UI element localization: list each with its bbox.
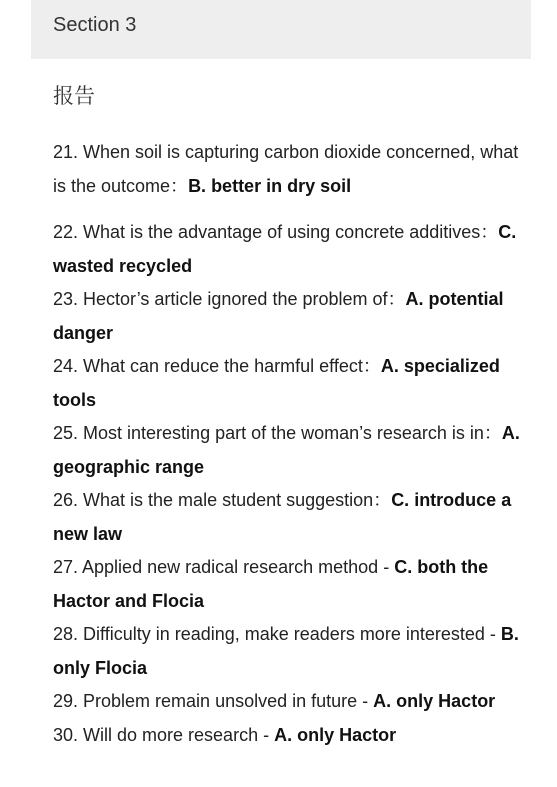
list-item-27 xyxy=(53,551,523,618)
list-item-21 xyxy=(53,136,523,203)
section-title: Section 3 xyxy=(53,14,137,36)
section-header xyxy=(31,0,531,59)
answer-text: C. both the Hactor and Flocia xyxy=(53,557,489,611)
list-item-22 xyxy=(53,216,523,283)
question-text: 24. What can reduce the harmful effect： xyxy=(53,356,381,376)
list-item-28 xyxy=(53,618,523,685)
list-item-26 xyxy=(53,484,523,551)
question-text: 26. What is the male student suggestion： xyxy=(53,490,392,510)
list-item-23 xyxy=(53,283,523,350)
question-text: 29. Problem remain unsolved in future - xyxy=(53,691,374,711)
answer-text: C. introduce a new law xyxy=(53,490,512,544)
question-text: 30. Will do more research - xyxy=(53,724,275,745)
answer-list xyxy=(53,136,523,752)
answer-text: A. only Hactor xyxy=(373,691,496,711)
list-item-29 xyxy=(53,685,523,719)
answer-text: B. better in dry soil xyxy=(188,175,352,196)
question-text: 21. When soil is capturing carbon dioxide concerned, what is the outcome： xyxy=(53,142,519,196)
answer-text: A. potential danger xyxy=(53,289,504,343)
answer-text: A. specialized tools xyxy=(53,356,500,410)
question-text: 25. Most interesting part of the woman’s research is in： xyxy=(53,423,502,443)
list-item-24 xyxy=(53,350,523,417)
answer-text: A. geographic range xyxy=(53,423,520,477)
question-text: 22. What is the advantage of using concrete additives： xyxy=(53,222,499,242)
question-text: 28. Difficulty in reading, make readers more interested - xyxy=(53,624,501,644)
list-item-25 xyxy=(53,417,523,484)
list-item-30 xyxy=(53,719,523,753)
answer-text: B. only Flocia xyxy=(53,624,519,678)
question-text: 23. Hector’s article ignored the problem of： xyxy=(53,289,406,309)
question-text: 27. Applied new radical research method - xyxy=(53,557,395,577)
answer-text: C. wasted recycled xyxy=(53,222,517,276)
answer-text: A. only Hactor xyxy=(274,724,397,745)
report-title: 报告 xyxy=(53,84,95,108)
